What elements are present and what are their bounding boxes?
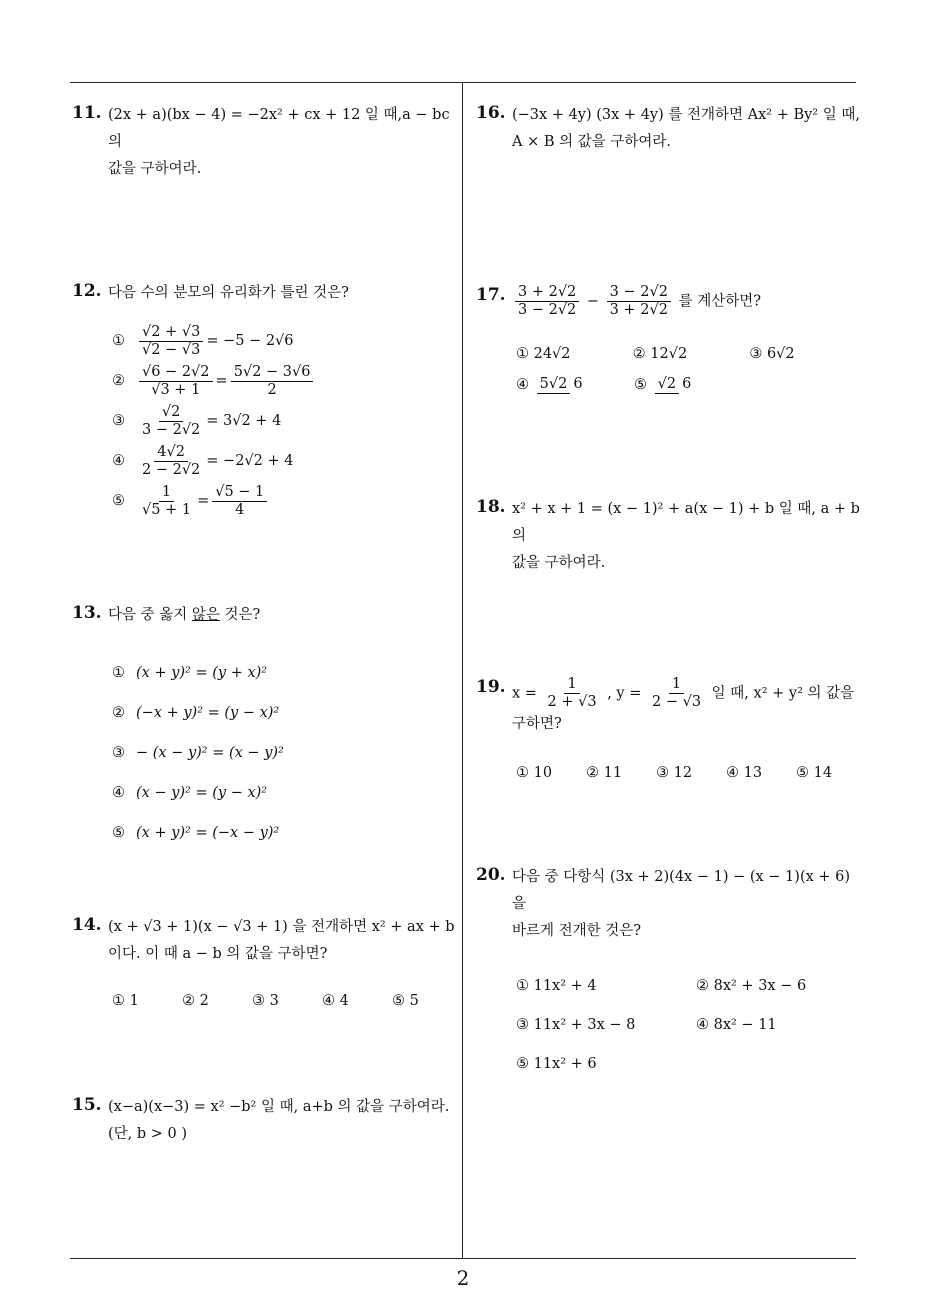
option-1[interactable]: ① 1 <box>112 993 139 1009</box>
option-rhs: = 3√2 + 4 <box>206 412 282 429</box>
option-2[interactable] <box>112 693 462 733</box>
question-text-line2: 값을 구하여라. <box>512 555 606 571</box>
option-marker: ④ <box>112 452 125 469</box>
question-text-line2: 값을 구하여라. <box>108 161 202 177</box>
question-text-line2: (단, b > 0 ) <box>108 1126 188 1142</box>
question-18 <box>476 496 866 577</box>
option-text: (x + y)² = (y + x)² <box>136 664 268 681</box>
question-number: 17. <box>476 285 506 305</box>
fraction: $\frac{4√2}{2 - 2√2}$ <box>142 443 201 478</box>
option-3[interactable]: ③ 11x² + 3x − 8 <box>516 1017 636 1033</box>
option-marker: ④ <box>112 784 125 801</box>
option-2[interactable]: ② 2 <box>182 993 209 1009</box>
option-5[interactable] <box>112 481 462 521</box>
option-1[interactable]: ① 10 <box>516 765 553 781</box>
question-text-line2: A × B 의 값을 구하여라. <box>512 134 671 150</box>
option-4[interactable]: ④ 4 <box>322 993 349 1009</box>
option-rhs: = −5 − 2√6 <box>206 332 294 349</box>
question-19 <box>476 676 866 787</box>
question-text: 다음 중 옳지 않은 것은? <box>108 607 261 623</box>
option-5[interactable]: ⑤ 14 <box>796 765 833 781</box>
option-5[interactable]: ⑤ 5 <box>392 993 419 1009</box>
option-rhs: = −2√2 + 4 <box>206 452 294 469</box>
question-14 <box>72 914 462 1015</box>
option-marker: ② <box>112 704 125 721</box>
option-3[interactable]: ③ 3 <box>252 993 279 1009</box>
fraction: $\frac{√6 - 2√2}{√3 + 1}$ <box>139 364 213 399</box>
option-text: (x + y)² = (−x − y)² <box>136 824 280 841</box>
option-4[interactable]: ④ 8x² − 11 <box>696 1017 777 1033</box>
option-2[interactable] <box>112 361 462 401</box>
option-5[interactable]: ⑤ √2 6 <box>634 376 692 393</box>
fraction: $\frac{5√2 - 3√6}{2}$ <box>231 364 314 399</box>
option-marker: ③ <box>112 412 125 429</box>
option-4[interactable]: ④ 5√2 6 <box>516 376 583 393</box>
question-number: 11. <box>72 103 102 123</box>
question-number: 20. <box>476 865 506 885</box>
question-text-line1: 다음 중 다항식 (3x + 2)(4x − 1) − (x − 1)(x + 6) 을 <box>512 869 851 912</box>
question-number: 13. <box>72 603 102 623</box>
option-4[interactable]: ④ 13 <box>726 765 763 781</box>
option-3[interactable]: ③ 12 <box>656 765 693 781</box>
question-number: 16. <box>476 103 506 123</box>
option-marker: ① <box>112 664 125 681</box>
column-divider <box>462 82 463 1258</box>
question-text-line1: (x + √3 + 1)(x − √3 + 1) 을 전개하면 x² + ax + b <box>108 919 455 935</box>
option-marker: ② <box>112 372 125 389</box>
question-17 <box>476 284 866 399</box>
option-2[interactable]: ② 8x² + 3x − 6 <box>696 978 807 994</box>
option-marker: ⑤ <box>112 824 125 841</box>
equals-sign: = <box>215 372 228 389</box>
question-15 <box>72 1094 462 1148</box>
option-text: − (x − y)² = (x − y)² <box>136 744 284 761</box>
option-marker: ① <box>112 332 125 349</box>
question-text-line2: 바르게 전개한 것은? <box>512 923 642 939</box>
question-number: 15. <box>72 1095 102 1115</box>
option-1[interactable] <box>112 653 462 693</box>
top-rule <box>70 82 856 83</box>
question-text: $\frac{3 + 2√2}{3 - 2√2}$ − $\frac{3 - 2√2}{3 + 2√2}$ 를 계산하면? <box>512 284 866 319</box>
option-3[interactable] <box>112 733 462 773</box>
question-11 <box>72 102 462 183</box>
question-number: 19. <box>476 677 506 697</box>
question-12 <box>72 280 462 521</box>
equals-sign: = <box>197 492 210 509</box>
fraction: $\frac{√2}{3 - 2√2}$ <box>142 403 201 438</box>
option-1[interactable]: ① 11x² + 4 <box>516 978 597 994</box>
option-2[interactable]: ② 11 <box>586 765 623 781</box>
option-marker: ⑤ <box>112 492 125 509</box>
question-text-line1: (x−a)(x−3) = x² −b² 일 때, a+b 의 값을 구하여라. <box>108 1099 450 1115</box>
bottom-rule <box>70 1258 856 1259</box>
question-number: 12. <box>72 281 102 301</box>
fraction: $\frac{√2 + √3}{√2 - √3}$ <box>139 324 203 359</box>
question-number: 18. <box>476 497 506 517</box>
question-text-line1: x = $\frac{1}{2 + √3}$ , y = $\frac{1}{2 - √3}$ 일 때, x² + y² 의 값을 <box>512 676 855 710</box>
option-4[interactable] <box>112 773 462 813</box>
option-1[interactable]: ① 24√2 <box>516 346 571 362</box>
question-number: 14. <box>72 915 102 935</box>
fraction: $\frac{√5 - 1}{4}$ <box>212 484 267 519</box>
question-16 <box>476 102 866 156</box>
option-text: (−x + y)² = (y − x)² <box>136 704 280 721</box>
option-2[interactable]: ② 12√2 <box>632 346 688 362</box>
question-20 <box>476 864 866 1084</box>
option-1[interactable] <box>112 321 462 361</box>
question-text: 다음 수의 분모의 유리화가 틀린 것은? <box>108 285 349 301</box>
option-marker: ③ <box>112 744 125 761</box>
option-5[interactable]: ⑤ 11x² + 6 <box>516 1056 597 1072</box>
option-3[interactable] <box>112 401 462 441</box>
question-text-line1: x² + x + 1 = (x − 1)² + a(x − 1) + b 일 때, a + b 의 <box>512 501 860 544</box>
page-number: 2 <box>456 1266 470 1290</box>
question-text-line1: (2x + a)(bx − 4) = −2x² + cx + 12 일 때,a − bc 의 <box>108 107 450 150</box>
question-text-line2: 이다. 이 때 a − b 의 값을 구하면? <box>108 946 328 962</box>
option-4[interactable] <box>112 441 462 481</box>
question-text-line1: (−3x + 4y) (3x + 4y) 를 전개하면 Ax² + By² 일 때, <box>512 107 860 123</box>
option-text: (x − y)² = (y − x)² <box>136 784 268 801</box>
question-13 <box>72 602 462 853</box>
question-text-line2: 구하면? <box>512 716 562 732</box>
option-3[interactable]: ③ 6√2 <box>749 346 795 362</box>
option-5[interactable] <box>112 813 462 853</box>
fraction: $\frac{1}{√5 + 1}$ <box>142 483 192 518</box>
